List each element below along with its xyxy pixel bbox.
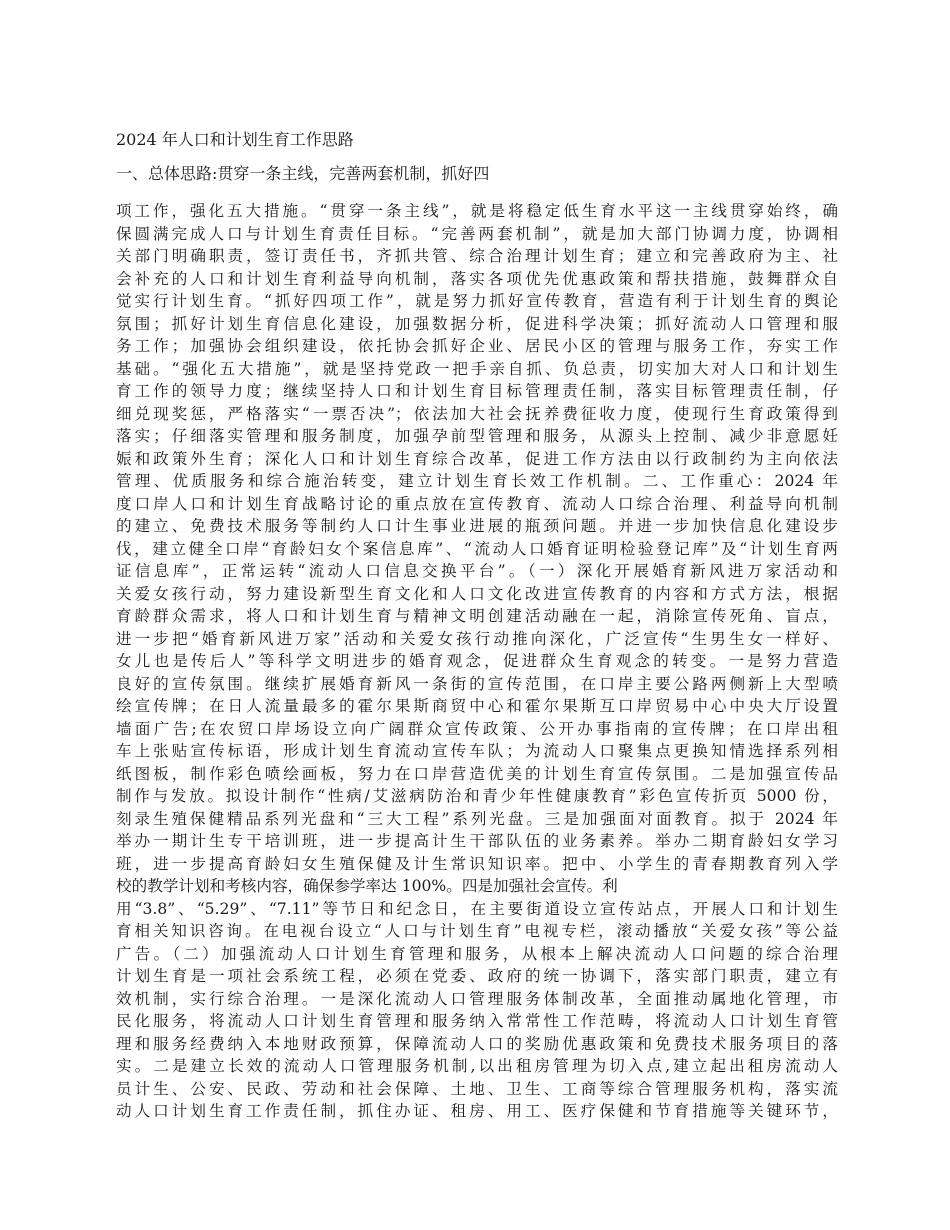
document-title: 2024 年人口和计划生育工作思路 bbox=[116, 130, 354, 149]
text-line: 效机制，实行综合治理。一是深化流动人口管理服务体制改革，全面推动属地化管理，市 bbox=[116, 989, 838, 1008]
text-line: 关部门明确职责，签订责任书，齐抓共管、综合治理计划生育；建立和完善政府为主、社 bbox=[116, 247, 838, 265]
text-line: 车上张贴宣传标语，形成计划生育流动宣传车队；为流动人口聚集点更换知情选择系列相 bbox=[116, 742, 838, 760]
text-line: 会补充的人口和计划生育利益导向机制，落实各项优先优惠政策和帮扶措施，鼓舞群众自 bbox=[116, 269, 838, 288]
text-line: 墙面广告;在农贸口岸场设立向广阔群众宣传政策、公开办事指南的宣传牌；在口岸出租 bbox=[116, 719, 838, 738]
text-line: 员计生、公安、民政、劳动和社会保障、土地、卫生、工商等综合管理服务机构，落实流 bbox=[116, 1079, 838, 1098]
text-line: 进一步把“婚育新风进万家”活动和关爱女孩行动推向深化，广泛宣传“生男生女一样好、 bbox=[116, 629, 838, 648]
text-line: 落实；仔细落实管理和服务制度，加强孕前型管理和服务，从源头上控制、减少非意愿妊 bbox=[116, 427, 838, 445]
text-line: 管理、优质服务和综合施治转变，建立计划生育长效工作机制。二、工作重心：2024 年 bbox=[116, 472, 838, 490]
text-line: 计划生育是一项社会系统工程，必须在党委、政府的统一协调下，落实部门职责，建立有 bbox=[116, 967, 838, 985]
text-line: 保圆满完成人口与计划生育责任目标。“完善两套机制”，就是加大部门协调力度，协调相 bbox=[116, 224, 838, 243]
text-line: 女儿也是传后人”等科学文明进步的婚育观念，促进群众生育观念的转变。一是努力营造 bbox=[116, 652, 838, 670]
text-line: 广告。（二）加强流动人口计划生育管理和服务，从根本上解决流动人口问题的综合治理 bbox=[116, 944, 838, 963]
text-line: 育龄群众需求，将人口和计划生育与精神文明创建活动融在一起，消除宣传死角、盲点， bbox=[116, 607, 838, 625]
text-line: 氛围；抓好计划生育信息化建设，加强数据分析，促进科学决策；抓好流动人口管理和服 bbox=[116, 314, 838, 333]
text-line: 举办一期计生专干培训班，进一步提高计生干部队伍的业务素养。举办二期育龄妇女学习 bbox=[116, 832, 838, 850]
text-line: 育相关知识咨询。在电视台设立“人口与计划生育”电视专栏，滚动播放“关爱女孩”等公益 bbox=[116, 922, 838, 940]
text-line: 育工作的领导力度；继续坚持人口和计划生育目标管理责任制，落实目标管理责任制，仔 bbox=[116, 382, 838, 400]
text-line: 刻录生殖保健精品系列光盘和“三大工程”系列光盘。三是加强面对面教育。拟于 2024 年 bbox=[116, 809, 838, 828]
text-line: 理和服务经费纳入本地财政预算，保障流动人口的奖励优惠政策和免费技术服务项目的落 bbox=[116, 1034, 838, 1053]
text-line: 务工作；加强协会组织建设，依托协会抓好企业、居民小区的管理与服务工作，夯实工作 bbox=[116, 337, 838, 355]
text-line: 娠和政策外生育；深化人口和计划生育综合改革，促进工作方法由以行政制约为主向依法 bbox=[116, 449, 838, 468]
text-line: 纸图板，制作彩色喷绘画板，努力在口岸营造优美的计划生育宣传氛围。二是加强宣传品 bbox=[116, 764, 838, 783]
text-line: 绘宣传牌；在日人流量最多的霍尔果斯商贸中心和霍尔果斯互口岸贸易中心中央大厅设置 bbox=[116, 697, 838, 715]
text-line: 项工作，强化五大措施。“贯穿一条主线”，就是将稳定低生育水平这一主线贯穿始终，确 bbox=[116, 202, 838, 220]
text-line: 关爱女孩行动，努力建设新型生育文化和人口文化改进宣传教育的内容和方式方法，根据 bbox=[116, 584, 838, 603]
text-line: 班，进一步提高育龄妇女生殖保健及计生常识知识率。把中、小学生的青春期教育列入学 bbox=[116, 854, 838, 873]
text-line: 制作与发放。拟设计制作“性病/艾滋病防治和青少年性健康教育”彩色宣传折页 5000 份， bbox=[116, 787, 838, 805]
body-text bbox=[116, 200, 838, 1123]
text-line: 度口岸人口和计划生育战略讨论的重点放在宣传教育、流动人口综合治理、利益导向机制 bbox=[116, 494, 838, 513]
text-line: 良好的宣传氛围。继续扩展婚育新风一条街的宣传范围，在口岸主要公路两侧新上大型喷 bbox=[116, 674, 838, 693]
section-heading: 一、总体思路:贯穿一条主线，完善两套机制，抓好四 bbox=[116, 164, 490, 183]
text-line: 实。二是建立长效的流动人口管理服务机制,以出租房管理为切入点,建立起出租房流动人 bbox=[116, 1057, 838, 1075]
text-line: 证信息库”，正常运转“流动人口信息交换平台”。（一）深化开展婚育新风进万家活动和 bbox=[116, 562, 838, 580]
text-line: 动人口计划生育工作责任制，抓住办证、租房、用工、医疗保健和节育措施等关键环节， bbox=[116, 1102, 838, 1120]
text-line: 的建立、免费技术服务等制约人口计生事业进展的瓶颈问题。并进一步加快信息化建设步 bbox=[116, 517, 838, 535]
text-line: 伐，建立健全口岸“育龄妇女个案信息库”、“流动人口婚育证明检验登记库”及“计划生育两 bbox=[116, 539, 838, 558]
text-line: 细兑现奖惩，严格落实“一票否决”；依法加大社会抚养费征收力度，使现行生育政策得到 bbox=[116, 404, 838, 423]
text-line: 民化服务，将流动人口计划生育管理和服务纳入常常性工作范畴，将流动人口计划生育管 bbox=[116, 1012, 838, 1030]
text-line: 校的教学计划和考核内容，确保参学率达 100%。四是加强社会宣传。利 bbox=[116, 877, 618, 895]
text-line: 用“3.8”、“5.29”、“7.11”等节日和纪念日，在主要街道设立宣传站点，开展人口和计划生 bbox=[116, 899, 838, 918]
text-line: 觉实行计划生育。“抓好四项工作”，就是努力抓好宣传教育，营造有利于计划生育的舆论 bbox=[116, 292, 838, 310]
text-line: 基础。“强化五大措施”，就是坚持党政一把手亲自抓、负总责，切实加大对人口和计划生 bbox=[116, 359, 838, 378]
